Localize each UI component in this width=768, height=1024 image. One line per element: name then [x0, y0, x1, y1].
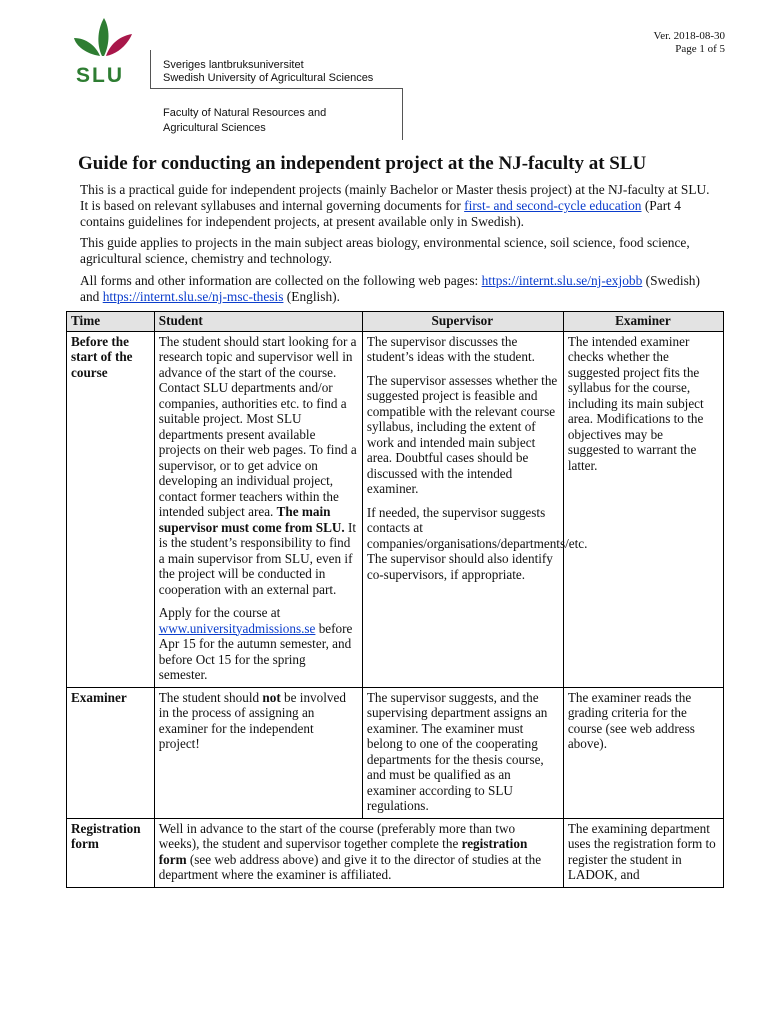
student-p2-text: Apply for the course at	[158, 605, 281, 620]
faculty-line-2: Agricultural Sciences	[163, 122, 266, 134]
table-row-examiner	[67, 687, 724, 818]
student-apply	[159, 605, 357, 683]
table-row-registration-form	[67, 818, 724, 887]
student-examiner-a: The student should	[158, 689, 263, 705]
intro-p3-text: All forms and other information are collected on the following web pages:	[80, 273, 482, 288]
header-supervisor: Supervisor	[362, 312, 563, 332]
link-university-admissions[interactable]: www.universityadmissions.se	[158, 620, 316, 636]
logo-text: SLU	[76, 64, 124, 87]
student-p1-text: The student should start looking for a research topic and supervisor well in advance of the start of the course. Contact SLU departments and/or companies, authorities etc. to find a suitable project. Most SLU departments present available projects on their web pages. To find a supervisor, or to get advice on developing an individual project, contact former teachers within the intended subject area.	[158, 333, 357, 519]
cell-supervisor-examiner: The supervisor suggests, and the supervising department assigns an examiner. The examiner must belong to one of the cooperating departments for the thesis course, and must be qualified as an examiner according to SLU regulations.	[362, 687, 563, 818]
intro-p1-tail: (Part 4 contains guidelines for independent projects, at present available only in Swedish).	[80, 198, 681, 229]
row-label-examiner: Examiner	[67, 687, 155, 818]
header-student: Student	[154, 312, 362, 332]
link-governing-documents[interactable]: first- and second-cycle education	[464, 198, 642, 213]
student-p1-tail: It is the student’s responsibility to find a main supervisor from SLU, even if the project will be conducted in cooperation with an external part.	[158, 519, 357, 597]
row-label-registration-form: Registration form	[67, 818, 155, 887]
intro-p1-text: This is a practical guide for independent projects (mainly Bachelor or Master thesis project) at the NJ-faculty at SLU. It is based on relevant syllabuses and internal governing documents for	[80, 182, 710, 213]
intro-p3-mid: (Swedish) and	[80, 273, 700, 304]
supervisor-p3: If needed, the supervisor suggests contacts at companies/organisations/departments/etc. The supervisor should also identify co-supervisors, if appropriate.	[366, 504, 588, 582]
student-examiner-bold: not	[262, 689, 281, 705]
university-name-english: Swedish University of Agricultural Sciences	[163, 72, 374, 84]
logo-leaf-left	[74, 38, 100, 56]
student-p1-bold: The main supervisor must come from SLU.	[158, 504, 345, 535]
cell-supervisor-before-course	[362, 331, 588, 687]
registration-b: (see web address above) and give it to the director of studies at the department where the examiner is affiliated.	[158, 851, 542, 882]
version-info	[654, 30, 726, 56]
cell-examiner-examiner: The examiner reads the grading criteria for the course (see web address above).	[563, 687, 723, 818]
intro-paragraph-1	[80, 182, 716, 230]
header-divider-vertical-right	[402, 88, 403, 140]
student-examiner-b: be involved in the process of assigning an examiner for the independent project!	[158, 689, 346, 751]
intro-paragraph-2: This guide applies to projects in the main subject areas biology, environmental science, soil science, food science, agricultural science, chemistry and technology.	[80, 235, 690, 266]
header-time: Time	[67, 312, 155, 332]
version-date: Ver. 2018-08-30	[653, 30, 725, 42]
cell-student-examiner	[154, 687, 362, 818]
cell-examiner-registration: The examining department uses the registration form to register the student in LADOK, and	[563, 818, 723, 887]
faculty-name	[163, 106, 326, 136]
cell-student-before-course	[154, 331, 362, 687]
faculty-line-1: Faculty of Natural Resources and	[163, 107, 327, 119]
slu-logo	[72, 16, 140, 88]
link-nj-msc-thesis[interactable]: https://internt.slu.se/nj-msc-thesis	[102, 289, 284, 304]
logo-leaf-center	[98, 18, 108, 56]
cell-examiner-before-course: The intended examiner checks whether the suggested project fits the syllabus for the course, including its main subject area. Modifications to the objectives may be suggested to warrant the latter.	[563, 331, 723, 687]
registration-bold: registration form	[158, 836, 528, 867]
university-name-swedish: Sveriges lantbruksuniversitet	[163, 59, 304, 71]
header-examiner: Examiner	[563, 312, 723, 332]
intro-p3-tail: (English).	[283, 289, 340, 304]
cell-student-supervisor-registration	[154, 818, 563, 887]
student-research-topic	[159, 334, 357, 598]
row-label-before-course: Before the start of the course	[67, 331, 155, 687]
link-nj-exjobb[interactable]: https://internt.slu.se/nj-exjobb	[481, 273, 643, 288]
table-header-row	[67, 312, 724, 332]
header-divider-horizontal	[150, 88, 402, 89]
supervisor-p1: The supervisor discusses the student’s ideas with the student.	[366, 333, 535, 364]
logo-leaf-right	[106, 34, 132, 56]
header-divider-vertical	[150, 50, 151, 89]
student-p2-tail: before Apr 15 for the autumn semester, and before Oct 15 for the spring semester.	[158, 620, 353, 682]
page-title: Guide for conducting an independent project at the NJ-faculty at SLU	[78, 153, 647, 174]
registration-a: Well in advance to the start of the course (preferably more than two weeks), the student and supervisor together complete the	[158, 820, 516, 851]
table-row-before-course	[67, 331, 724, 687]
intro-paragraph-3	[80, 273, 716, 305]
page-number: Page 1 of 5	[675, 43, 725, 55]
guide-table	[66, 311, 724, 888]
supervisor-p2: The supervisor assesses whether the suggested project is feasible and compatible with the relevant course syllabus, including the extent of work and intended main subject area. Doubtful cases should be discussed with the intended examiner.	[366, 372, 558, 496]
